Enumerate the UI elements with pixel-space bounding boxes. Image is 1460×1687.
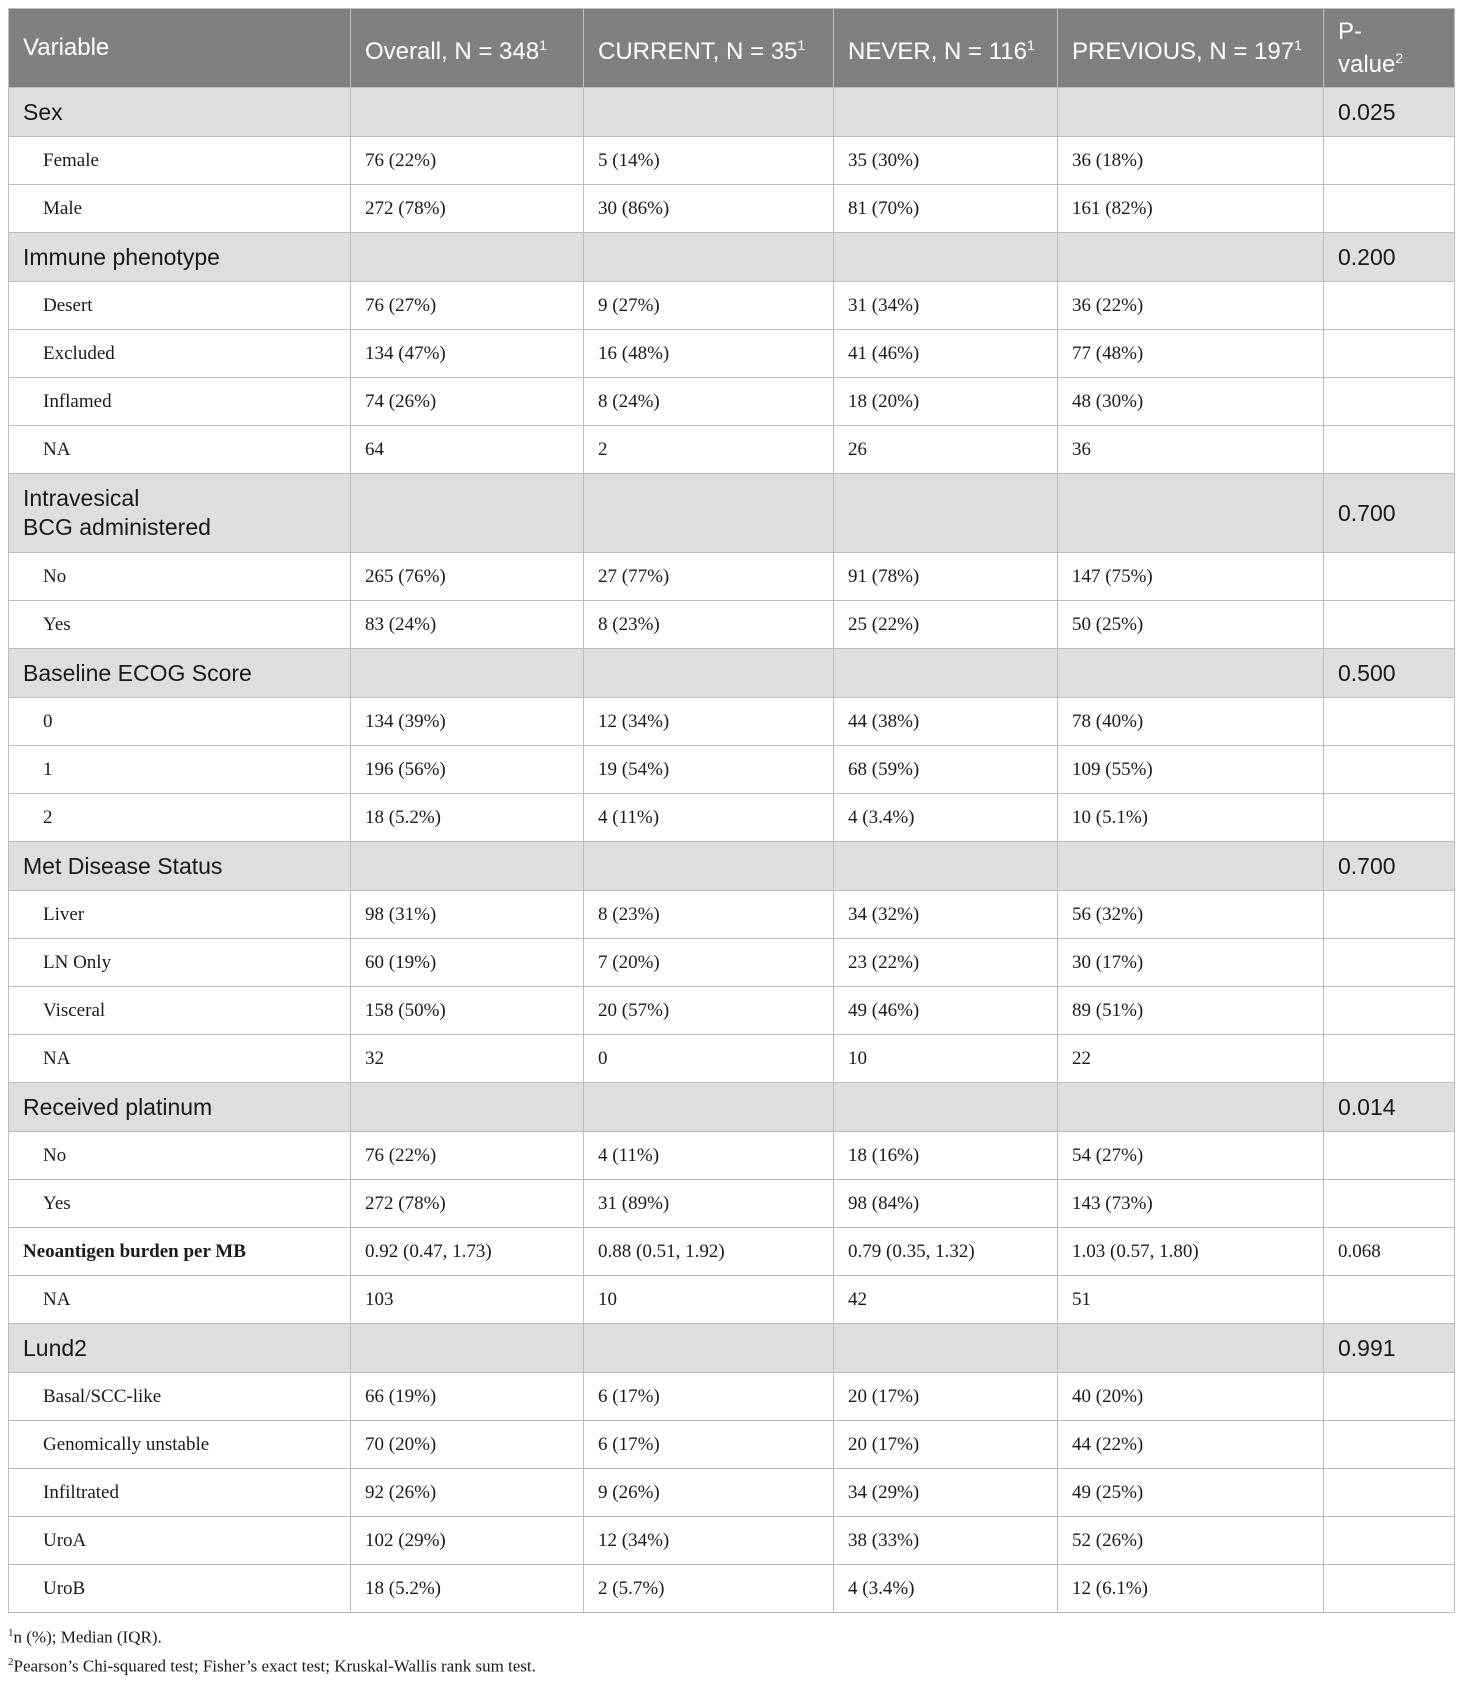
row-label: 0 <box>9 698 351 746</box>
row-label: Yes <box>9 1180 351 1228</box>
row-label: NA <box>9 426 351 474</box>
previous-cell: 12 (6.1%) <box>1058 1565 1324 1613</box>
table-row <box>9 185 1455 233</box>
previous-cell: 40 (20%) <box>1058 1373 1324 1421</box>
table-row <box>9 282 1455 330</box>
row-label: Desert <box>9 282 351 330</box>
footnote-text: Pearson’s Chi-squared test; Fisher’s exact test; Kruskal-Wallis rank sum test. <box>13 1656 536 1676</box>
pvalue-cell: 0.500 <box>1324 649 1455 698</box>
current-cell: 31 (89%) <box>584 1180 834 1228</box>
header-never <box>834 9 1058 88</box>
empty-cell <box>1058 1324 1324 1373</box>
pvalue-cell: 0.200 <box>1324 233 1455 282</box>
group-row <box>9 1083 1455 1132</box>
p-cell <box>1324 1276 1455 1324</box>
footnote-marker: 1 <box>1026 36 1035 53</box>
row-label: Female <box>9 137 351 185</box>
table-row <box>9 426 1455 474</box>
empty-cell <box>834 88 1058 137</box>
current-cell: 20 (57%) <box>584 987 834 1035</box>
header-overall-label: Overall, N = 348 <box>365 37 540 65</box>
current-cell: 5 (14%) <box>584 137 834 185</box>
empty-cell <box>1058 1083 1324 1132</box>
current-cell: 12 (34%) <box>584 1517 834 1565</box>
group-label-line2: BCG administered <box>23 514 211 540</box>
table-row <box>9 330 1455 378</box>
overall-cell: 134 (39%) <box>351 698 584 746</box>
previous-cell: 22 <box>1058 1035 1324 1083</box>
group-label: Met Disease Status <box>9 842 351 891</box>
group-row <box>9 649 1455 698</box>
row-label: Male <box>9 185 351 233</box>
never-cell: 91 (78%) <box>834 553 1058 601</box>
table-row <box>9 939 1455 987</box>
previous-cell: 143 (73%) <box>1058 1180 1324 1228</box>
row-label: Genomically unstable <box>9 1421 351 1469</box>
row-label: UroB <box>9 1565 351 1613</box>
never-cell: 98 (84%) <box>834 1180 1058 1228</box>
current-cell: 7 (20%) <box>584 939 834 987</box>
overall-cell: 265 (76%) <box>351 553 584 601</box>
previous-cell: 44 (22%) <box>1058 1421 1324 1469</box>
overall-cell: 76 (22%) <box>351 137 584 185</box>
previous-cell: 36 (22%) <box>1058 282 1324 330</box>
group-label: Lund2 <box>9 1324 351 1373</box>
table-row <box>9 553 1455 601</box>
table-row <box>9 1517 1455 1565</box>
never-cell: 42 <box>834 1276 1058 1324</box>
footnote-marker: 1 <box>539 36 547 53</box>
previous-cell: 54 (27%) <box>1058 1132 1324 1180</box>
overall-cell: 74 (26%) <box>351 378 584 426</box>
header-row <box>9 9 1455 88</box>
header-current-label: CURRENT, N = 35 <box>598 37 798 65</box>
never-cell: 34 (29%) <box>834 1469 1058 1517</box>
row-label: 2 <box>9 794 351 842</box>
p-cell <box>1324 891 1455 939</box>
p-cell <box>1324 330 1455 378</box>
overall-cell: 98 (31%) <box>351 891 584 939</box>
empty-cell <box>351 1083 584 1132</box>
never-cell: 31 (34%) <box>834 282 1058 330</box>
header-previous <box>1058 9 1324 88</box>
table-row <box>9 601 1455 649</box>
p-cell <box>1324 1180 1455 1228</box>
never-cell: 10 <box>834 1035 1058 1083</box>
previous-cell: 56 (32%) <box>1058 891 1324 939</box>
empty-cell <box>351 474 584 553</box>
row-label: NA <box>9 1035 351 1083</box>
group-label-line1: Intravesical <box>23 485 140 511</box>
empty-cell <box>834 1083 1058 1132</box>
p-cell <box>1324 601 1455 649</box>
header-previous-label: PREVIOUS, N = 197 <box>1072 37 1295 65</box>
current-cell: 8 (24%) <box>584 378 834 426</box>
row-label: Yes <box>9 601 351 649</box>
row-label: UroA <box>9 1517 351 1565</box>
header-never-label: NEVER, N = 116 <box>848 37 1027 65</box>
footnote-marker: 2 <box>1395 49 1404 66</box>
empty-cell <box>584 842 834 891</box>
p-cell <box>1324 939 1455 987</box>
current-cell: 4 (11%) <box>584 1132 834 1180</box>
p-cell <box>1324 1469 1455 1517</box>
overall-cell: 272 (78%) <box>351 185 584 233</box>
group-label: Immune phenotype <box>9 233 351 282</box>
group-row <box>9 842 1455 891</box>
header-pvalue <box>1324 9 1455 88</box>
p-cell <box>1324 378 1455 426</box>
footnote-2 <box>8 1650 1454 1679</box>
table-row <box>9 1276 1455 1324</box>
p-cell <box>1324 1132 1455 1180</box>
never-cell: 18 (16%) <box>834 1132 1058 1180</box>
table-container <box>8 8 1454 1678</box>
row-label: Excluded <box>9 330 351 378</box>
overall-cell: 18 (5.2%) <box>351 794 584 842</box>
current-cell: 8 (23%) <box>584 601 834 649</box>
table-row <box>9 378 1455 426</box>
overall-cell: 32 <box>351 1035 584 1083</box>
row-label: No <box>9 553 351 601</box>
demographics-table <box>8 8 1455 1613</box>
group-row <box>9 88 1455 137</box>
current-cell: 2 (5.7%) <box>584 1565 834 1613</box>
p-cell <box>1324 185 1455 233</box>
never-cell: 26 <box>834 426 1058 474</box>
p-cell <box>1324 553 1455 601</box>
overall-cell: 134 (47%) <box>351 330 584 378</box>
empty-cell <box>1058 649 1324 698</box>
row-label: Neoantigen burden per MB <box>9 1228 351 1276</box>
empty-cell <box>1058 233 1324 282</box>
footnote-mark: 1 <box>8 1627 14 1639</box>
row-label: Infiltrated <box>9 1469 351 1517</box>
table-row <box>9 987 1455 1035</box>
previous-cell: 10 (5.1%) <box>1058 794 1324 842</box>
current-cell: 12 (34%) <box>584 698 834 746</box>
previous-cell: 77 (48%) <box>1058 330 1324 378</box>
p-cell <box>1324 137 1455 185</box>
current-cell: 30 (86%) <box>584 185 834 233</box>
empty-cell <box>1058 842 1324 891</box>
p-cell <box>1324 746 1455 794</box>
table-row <box>9 1373 1455 1421</box>
table-row <box>9 1421 1455 1469</box>
group-label: Baseline ECOG Score <box>9 649 351 698</box>
empty-cell <box>834 474 1058 553</box>
never-cell: 44 (38%) <box>834 698 1058 746</box>
table-row <box>9 1565 1455 1613</box>
empty-cell <box>834 1324 1058 1373</box>
pvalue-cell: 0.025 <box>1324 88 1455 137</box>
empty-cell <box>584 649 834 698</box>
p-cell <box>1324 1373 1455 1421</box>
empty-cell <box>351 1324 584 1373</box>
current-cell: 27 (77%) <box>584 553 834 601</box>
previous-cell: 147 (75%) <box>1058 553 1324 601</box>
row-label: LN Only <box>9 939 351 987</box>
empty-cell <box>351 649 584 698</box>
row-label: No <box>9 1132 351 1180</box>
p-cell <box>1324 794 1455 842</box>
current-cell: 4 (11%) <box>584 794 834 842</box>
overall-cell: 158 (50%) <box>351 987 584 1035</box>
never-cell: 41 (46%) <box>834 330 1058 378</box>
table-row <box>9 137 1455 185</box>
previous-cell: 48 (30%) <box>1058 378 1324 426</box>
current-cell: 6 (17%) <box>584 1421 834 1469</box>
header-overall <box>351 9 584 88</box>
current-cell: 10 <box>584 1276 834 1324</box>
table-row <box>9 891 1455 939</box>
group-label <box>9 474 351 553</box>
empty-cell <box>351 233 584 282</box>
previous-cell: 51 <box>1058 1276 1324 1324</box>
current-cell: 19 (54%) <box>584 746 834 794</box>
current-cell: 9 (26%) <box>584 1469 834 1517</box>
group-row <box>9 1324 1455 1373</box>
current-cell: 2 <box>584 426 834 474</box>
previous-cell: 52 (26%) <box>1058 1517 1324 1565</box>
previous-cell: 109 (55%) <box>1058 746 1324 794</box>
never-cell: 34 (32%) <box>834 891 1058 939</box>
empty-cell <box>834 842 1058 891</box>
empty-cell <box>584 233 834 282</box>
pvalue-cell: 0.700 <box>1324 474 1455 553</box>
current-cell: 0 <box>584 1035 834 1083</box>
overall-cell: 64 <box>351 426 584 474</box>
row-label: Basal/SCC-like <box>9 1373 351 1421</box>
current-cell: 8 (23%) <box>584 891 834 939</box>
table-row <box>9 794 1455 842</box>
footnote-mark: 2 <box>8 1655 14 1668</box>
header-variable <box>9 9 351 88</box>
empty-cell <box>834 233 1058 282</box>
header-current <box>584 9 834 88</box>
previous-cell: 36 (18%) <box>1058 137 1324 185</box>
overall-cell: 70 (20%) <box>351 1421 584 1469</box>
row-label: 1 <box>9 746 351 794</box>
footnote-marker: 1 <box>1294 36 1302 53</box>
pvalue-cell: 0.991 <box>1324 1324 1455 1373</box>
empty-cell <box>584 88 834 137</box>
table-row <box>9 1180 1455 1228</box>
overall-cell: 18 (5.2%) <box>351 1565 584 1613</box>
p-cell <box>1324 1421 1455 1469</box>
never-cell: 4 (3.4%) <box>834 1565 1058 1613</box>
previous-cell: 30 (17%) <box>1058 939 1324 987</box>
overall-cell: 92 (26%) <box>351 1469 584 1517</box>
empty-cell <box>584 474 834 553</box>
table-row <box>9 1228 1455 1276</box>
empty-cell <box>1058 474 1324 553</box>
p-cell <box>1324 987 1455 1035</box>
group-label: Received platinum <box>9 1083 351 1132</box>
overall-cell: 76 (27%) <box>351 282 584 330</box>
p-cell <box>1324 698 1455 746</box>
row-label: Inflamed <box>9 378 351 426</box>
never-cell: 49 (46%) <box>834 987 1058 1035</box>
header-pvalue-line2: value <box>1338 50 1396 78</box>
header-variable-label: Variable <box>23 34 110 61</box>
current-cell: 0.88 (0.51, 1.92) <box>584 1228 834 1276</box>
never-cell: 18 (20%) <box>834 378 1058 426</box>
current-cell: 9 (27%) <box>584 282 834 330</box>
previous-cell: 89 (51%) <box>1058 987 1324 1035</box>
pvalue-cell: 0.014 <box>1324 1083 1455 1132</box>
table-body <box>9 88 1455 1613</box>
p-cell <box>1324 282 1455 330</box>
previous-cell: 161 (82%) <box>1058 185 1324 233</box>
row-label: NA <box>9 1276 351 1324</box>
never-cell: 38 (33%) <box>834 1517 1058 1565</box>
group-row <box>9 474 1455 553</box>
table-row <box>9 1132 1455 1180</box>
never-cell: 20 (17%) <box>834 1373 1058 1421</box>
overall-cell: 272 (78%) <box>351 1180 584 1228</box>
never-cell: 23 (22%) <box>834 939 1058 987</box>
p-cell <box>1324 1517 1455 1565</box>
previous-cell: 1.03 (0.57, 1.80) <box>1058 1228 1324 1276</box>
empty-cell <box>584 1324 834 1373</box>
row-label: Visceral <box>9 987 351 1035</box>
overall-cell: 196 (56%) <box>351 746 584 794</box>
table-row <box>9 1035 1455 1083</box>
p-cell <box>1324 1035 1455 1083</box>
never-cell: 68 (59%) <box>834 746 1058 794</box>
never-cell: 4 (3.4%) <box>834 794 1058 842</box>
pvalue-cell: 0.700 <box>1324 842 1455 891</box>
footnote-1 <box>8 1621 1454 1650</box>
empty-cell <box>1058 88 1324 137</box>
overall-cell: 60 (19%) <box>351 939 584 987</box>
footnotes <box>8 1621 1454 1678</box>
empty-cell <box>834 649 1058 698</box>
empty-cell <box>351 842 584 891</box>
table-row <box>9 746 1455 794</box>
overall-cell: 83 (24%) <box>351 601 584 649</box>
current-cell: 16 (48%) <box>584 330 834 378</box>
empty-cell <box>584 1083 834 1132</box>
never-cell: 20 (17%) <box>834 1421 1058 1469</box>
current-cell: 6 (17%) <box>584 1373 834 1421</box>
row-label: Liver <box>9 891 351 939</box>
table-row <box>9 698 1455 746</box>
overall-cell: 66 (19%) <box>351 1373 584 1421</box>
previous-cell: 78 (40%) <box>1058 698 1324 746</box>
never-cell: 25 (22%) <box>834 601 1058 649</box>
previous-cell: 36 <box>1058 426 1324 474</box>
overall-cell: 103 <box>351 1276 584 1324</box>
footnote-marker: 1 <box>797 36 806 53</box>
never-cell: 35 (30%) <box>834 137 1058 185</box>
p-cell <box>1324 426 1455 474</box>
overall-cell: 0.92 (0.47, 1.73) <box>351 1228 584 1276</box>
footnote-text: n (%); Median (IQR). <box>13 1627 162 1647</box>
empty-cell <box>351 88 584 137</box>
previous-cell: 50 (25%) <box>1058 601 1324 649</box>
p-cell <box>1324 1565 1455 1613</box>
previous-cell: 49 (25%) <box>1058 1469 1324 1517</box>
table-row <box>9 1469 1455 1517</box>
group-row <box>9 233 1455 282</box>
never-cell: 81 (70%) <box>834 185 1058 233</box>
overall-cell: 76 (22%) <box>351 1132 584 1180</box>
header-pvalue-line1: P- <box>1338 17 1362 45</box>
group-label: Sex <box>9 88 351 137</box>
p-cell: 0.068 <box>1324 1228 1455 1276</box>
never-cell: 0.79 (0.35, 1.32) <box>834 1228 1058 1276</box>
overall-cell: 102 (29%) <box>351 1517 584 1565</box>
